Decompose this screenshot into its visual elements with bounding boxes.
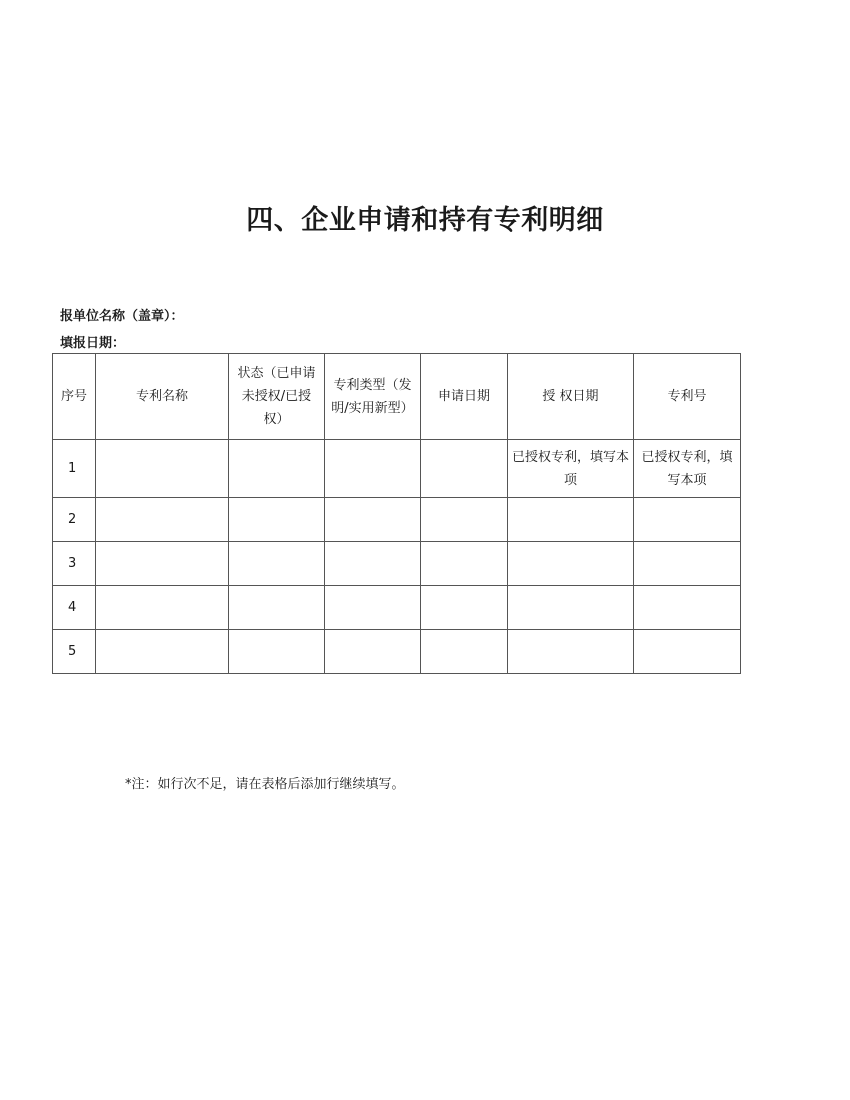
page-title: 四、企业申请和持有专利明细	[246, 205, 604, 236]
cell-grant-date[interactable]: 已授权专利，填写本项	[508, 440, 634, 498]
cell-apply-date[interactable]	[421, 630, 508, 674]
cell-patent-number[interactable]	[634, 586, 741, 630]
table-row	[53, 498, 741, 542]
table-row	[53, 586, 741, 630]
cell-grant-date[interactable]	[508, 498, 634, 542]
table-row	[53, 630, 741, 674]
cell-status[interactable]	[229, 498, 325, 542]
cell-patent-name[interactable]	[96, 498, 229, 542]
header-seq: 序号	[53, 354, 96, 440]
header-patent-number: 专利号	[634, 354, 741, 440]
cell-patent-type[interactable]	[325, 586, 421, 630]
footnote: *注：如行次不足，请在表格后添加行继续填写。	[125, 777, 405, 792]
header-grant-date: 授 权日期	[508, 354, 634, 440]
cell-status[interactable]	[229, 440, 325, 498]
table-row	[53, 542, 741, 586]
reporting-unit-label: 报单位名称（盖章）：	[60, 309, 184, 324]
cell-patent-name[interactable]	[96, 440, 229, 498]
header-patent-name: 专利名称	[96, 354, 229, 440]
cell-patent-name[interactable]	[96, 542, 229, 586]
cell-status[interactable]	[229, 586, 325, 630]
cell-seq: 1	[53, 440, 96, 498]
cell-patent-type[interactable]	[325, 498, 421, 542]
cell-patent-number[interactable]	[634, 498, 741, 542]
cell-apply-date[interactable]	[421, 440, 508, 498]
header-apply-date: 申请日期	[421, 354, 508, 440]
cell-seq: 2	[53, 498, 96, 542]
cell-grant-date[interactable]	[508, 630, 634, 674]
cell-seq: 3	[53, 542, 96, 586]
cell-grant-date[interactable]	[508, 586, 634, 630]
patent-table	[52, 353, 741, 674]
cell-seq: 5	[53, 630, 96, 674]
header-status: 状态（已申请未授权/已授权）	[229, 354, 325, 440]
cell-patent-number[interactable]: 已授权专利，填写本项	[634, 440, 741, 498]
cell-patent-number[interactable]	[634, 542, 741, 586]
table-header-row	[53, 354, 741, 440]
report-date-label: 填报日期：	[60, 336, 126, 351]
cell-grant-date[interactable]	[508, 542, 634, 586]
cell-status[interactable]	[229, 542, 325, 586]
cell-patent-name[interactable]	[96, 630, 229, 674]
cell-patent-type[interactable]	[325, 630, 421, 674]
cell-status[interactable]	[229, 630, 325, 674]
cell-apply-date[interactable]	[421, 542, 508, 586]
cell-seq: 4	[53, 586, 96, 630]
cell-apply-date[interactable]	[421, 586, 508, 630]
cell-patent-name[interactable]	[96, 586, 229, 630]
table-row	[53, 440, 741, 498]
cell-apply-date[interactable]	[421, 498, 508, 542]
header-patent-type: 专利类型（发明/实用新型）	[325, 354, 421, 440]
cell-patent-number[interactable]	[634, 630, 741, 674]
cell-patent-type[interactable]	[325, 542, 421, 586]
cell-patent-type[interactable]	[325, 440, 421, 498]
